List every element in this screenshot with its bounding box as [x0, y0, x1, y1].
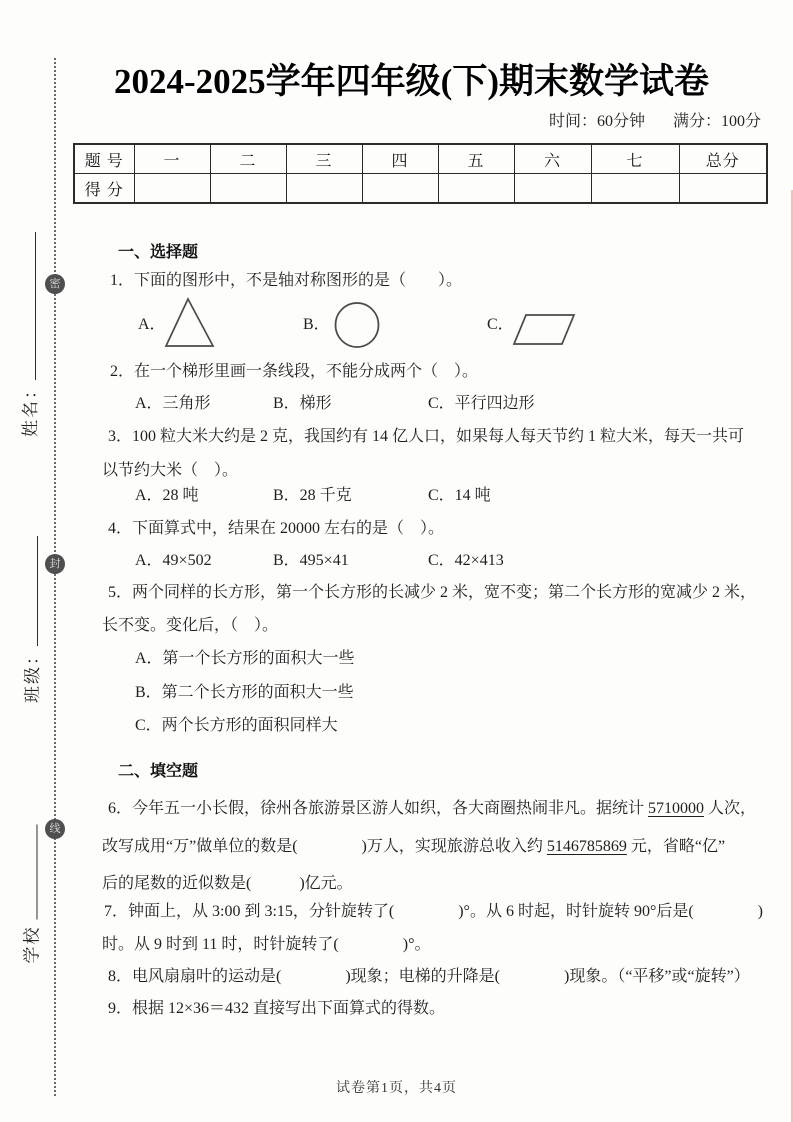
score-cell — [134, 174, 210, 204]
section-two-heading: 二、填空题 — [118, 763, 199, 780]
question-6-line3: 后的尾数的近似数是( )亿元。 — [102, 875, 353, 892]
page-footer: 试卷第1页，共4页 — [336, 1081, 457, 1096]
question-2-text: 2．在一个梯形里画一条线段，不能分成两个（ ）。 — [110, 363, 479, 380]
score-cell — [438, 174, 514, 204]
header-cell-1: 一 — [134, 144, 210, 174]
school-blank-line — [25, 825, 38, 920]
question-5-line2: 长不变。变化后，（ ）。 — [102, 617, 279, 634]
question-6-line1 — [108, 799, 756, 819]
q6-l2-tail: 元，省略“亿” — [626, 838, 726, 855]
question-8-text: 8．电风扇扇叶的运动是( )现象；电梯的升降是( )现象。（“平移”或“旋转”） — [108, 968, 750, 985]
student-class-label — [18, 541, 40, 703]
q1-option-c-label: C． — [487, 316, 514, 333]
header-cell-4: 四 — [362, 144, 438, 174]
section-one-heading: 一、选择题 — [118, 244, 199, 261]
header-cell-label: 题 号 — [74, 144, 134, 174]
header-cell-7: 七 — [591, 144, 679, 174]
seal-fold-line — [54, 58, 56, 1096]
q6-l1-tail: 人次， — [704, 800, 757, 817]
q3-option-a: A．28 吨 — [135, 487, 199, 504]
score-cell — [362, 174, 438, 204]
q5-option-a: A．第一个长方形的面积大一些 — [135, 650, 355, 667]
q2-option-c: C．平行四边形 — [428, 395, 535, 412]
score-table — [73, 143, 768, 204]
q2-option-b: B．梯形 — [273, 395, 332, 412]
header-cell-total: 总分 — [679, 144, 767, 174]
triangle-icon — [166, 299, 213, 346]
question-7-line2: 时。从 9 时到 11 时，时针旋转了( )°。 — [102, 936, 431, 953]
student-school-label — [18, 827, 40, 964]
score-table-header-row — [74, 144, 767, 174]
score-row-label: 得 分 — [74, 174, 134, 204]
score-cell — [210, 174, 286, 204]
q1-option-b-label: B． — [303, 316, 330, 333]
score-cell-total — [679, 174, 767, 204]
question-3-line1: 3．100 粒大米大约是 2 克，我国约有 14 亿人口，如果每人每天节约 1 粒大米，每天一共可 — [108, 428, 745, 445]
score-table-score-row — [74, 174, 767, 204]
seal-stamp-xian: 线 — [45, 819, 65, 839]
q4-option-c: C．42×413 — [428, 552, 504, 569]
q4-option-b: B．495×41 — [273, 552, 349, 569]
q5-option-c: C．两个长方形的面积同样大 — [135, 717, 338, 734]
q6-l1-text: 6．今年五一小长假，徐州各旅游景区游人如织，各大商圈热闹非凡。据统计 — [108, 800, 649, 817]
page-title: 2024-2025学年四年级(下)期末数学试卷 — [114, 62, 709, 101]
q6-l2-text: 改写成用“万”做单位的数是( )万人，实现旅游总收入约 — [102, 838, 547, 855]
q6-revenue-number: 5146785869 — [546, 838, 627, 855]
question-1-text: 1．下面的图形中，不是轴对称图形的是（ ）。 — [110, 272, 463, 289]
student-name-label — [16, 237, 38, 437]
name-label-text: 姓名： — [21, 380, 40, 437]
score-cell — [514, 174, 591, 204]
circle-icon — [336, 303, 379, 347]
school-label-text: 学校 — [22, 925, 42, 964]
class-label-text: 班级： — [23, 646, 42, 703]
exam-meta — [549, 108, 761, 131]
question-3-line2: 以节约大米（ ）。 — [102, 462, 239, 479]
name-blank-line — [23, 232, 36, 380]
score-cell — [286, 174, 362, 204]
q1-option-a-label: A． — [138, 316, 166, 333]
question-5-line1: 5．两个同样的长方形，第一个长方形的长减少 2 米，宽不变；第二个长方形的宽减少 2 米， — [108, 584, 757, 601]
question-6-line2 — [102, 837, 725, 857]
header-cell-6: 六 — [514, 144, 591, 174]
q6-visitors-number: 5710000 — [648, 800, 705, 817]
class-blank-line — [25, 536, 38, 646]
seal-stamp-mi: 密 — [45, 274, 65, 294]
q1-shapes — [140, 292, 590, 354]
question-9-text: 9．根据 12×36＝432 直接写出下面算式的得数。 — [108, 1000, 446, 1017]
time-limit-label: 时间：60分钟 — [548, 113, 645, 130]
q3-option-c: C．14 吨 — [428, 487, 491, 504]
full-score-label: 满分：100分 — [672, 113, 761, 130]
question-7-line1: 7．钟面上，从 3:00 到 3:15，分针旋转了( )°。从 6 时起，时针旋转 90°后是( ) — [104, 903, 764, 920]
q4-option-a: A．49×502 — [135, 552, 212, 569]
q3-option-b: B．28 千克 — [273, 487, 352, 504]
question-4-text: 4．下面算式中，结果在 20000 左右的是（ ）。 — [108, 520, 445, 537]
score-cell — [591, 174, 679, 204]
header-cell-3: 三 — [286, 144, 362, 174]
seal-stamp-feng: 封 — [45, 554, 65, 574]
parallelogram-icon — [514, 315, 574, 344]
header-cell-2: 二 — [210, 144, 286, 174]
header-cell-5: 五 — [438, 144, 514, 174]
q2-option-a: A．三角形 — [135, 395, 211, 412]
q5-option-b: B．第二个长方形的面积大一些 — [135, 684, 354, 701]
